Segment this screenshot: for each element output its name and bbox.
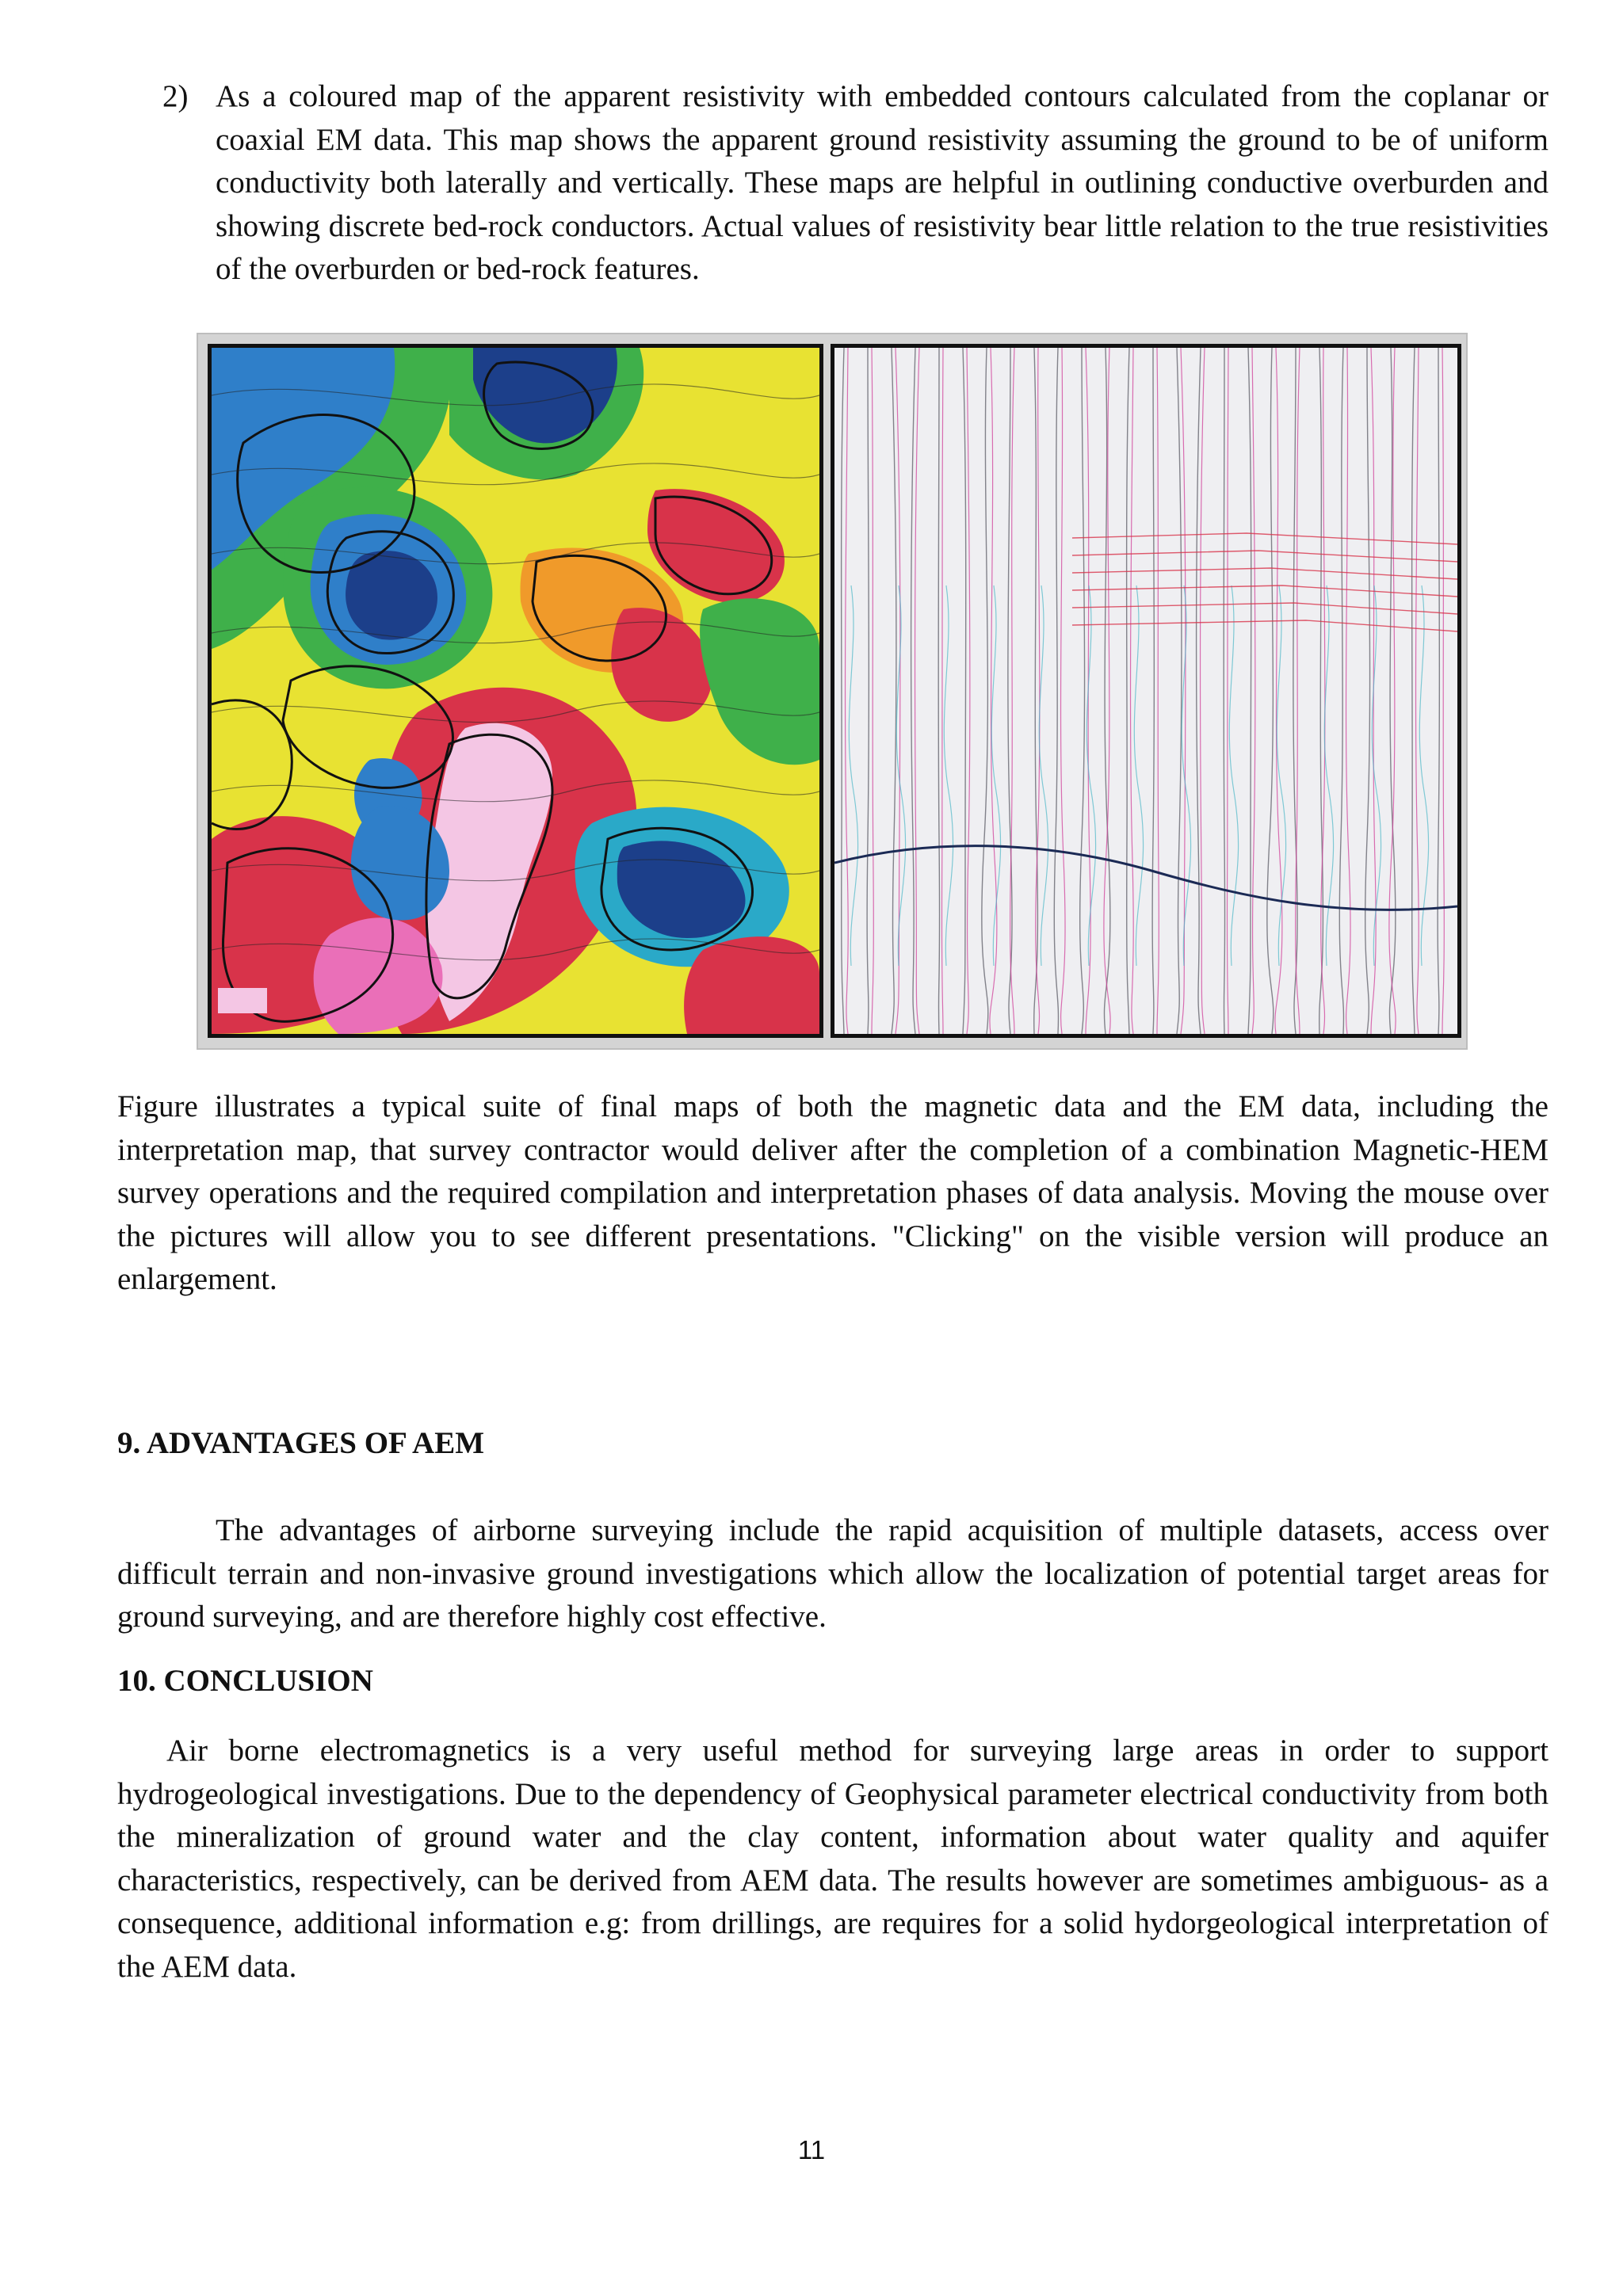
page-number: 11 xyxy=(797,2135,826,2164)
resistivity-map-svg xyxy=(212,348,819,1034)
list-item-text: As a coloured map of the apparent resistivity with embedded contours calculated from the coplanar or coaxial EM data. This map shows the apparent ground resistivity assuming the ground to be of uniform conductivity both laterally and vertically. These maps are helpful in outlining conductive overburden and showing discrete bed-rock conductors. Actual values of resistivity bear little relation to the true resistivities of the overburden or bed-rock features. xyxy=(216,79,1549,287)
figure-maps[interactable] xyxy=(197,333,1468,1050)
list-item-number: 2) xyxy=(162,79,189,113)
section-heading-advantages: 9. ADVANTAGES OF AEM xyxy=(117,1426,485,1460)
legend-swatch xyxy=(218,988,267,1013)
list-item-2 xyxy=(162,75,1549,292)
resistivity-color-map[interactable] xyxy=(208,344,823,1038)
map-background xyxy=(834,348,1457,1034)
em-profile-map[interactable] xyxy=(831,344,1461,1038)
color-region xyxy=(684,936,819,1034)
figure-caption: Figure illustrates a typical suite of final maps of both the magnetic data and the EM data, including the interpretation map, that survey contractor would deliver after the completion of a combination Magnetic-HEM survey operations and the required compilation and interpretation phases of data analysis. Moving the mouse over the pictures will allow you to see different presentations. "Clicking" on the visible version will produce an enlargement. xyxy=(117,1089,1549,1297)
section-paragraph-advantages: The advantages of airborne surveying include the rapid acquisition of multiple datasets, access over difficult terrain and non-invasive ground investigations which allow the localization of potential target areas for ground surveying, and are therefore highly cost effective. xyxy=(117,1513,1549,1634)
section-heading-conclusion: 10. CONCLUSION xyxy=(117,1664,373,1698)
section-paragraph-conclusion: Air borne electromagnetics is a very useful method for surveying large areas in order to support hydrogeological investigations. Due to the dependency of Geophysical parameter electrical conductivity from both the mineralization of ground water and the clay content, information about water quality and aquifer characteristics, respectively, can be derived from AEM data. The results however are sometimes ambiguous- as a consequence, additional information e.g: from drillings, are requires for a solid hydorgeological interpretation of the AEM data. xyxy=(117,1733,1549,1984)
em-profile-map-svg xyxy=(834,348,1457,1034)
